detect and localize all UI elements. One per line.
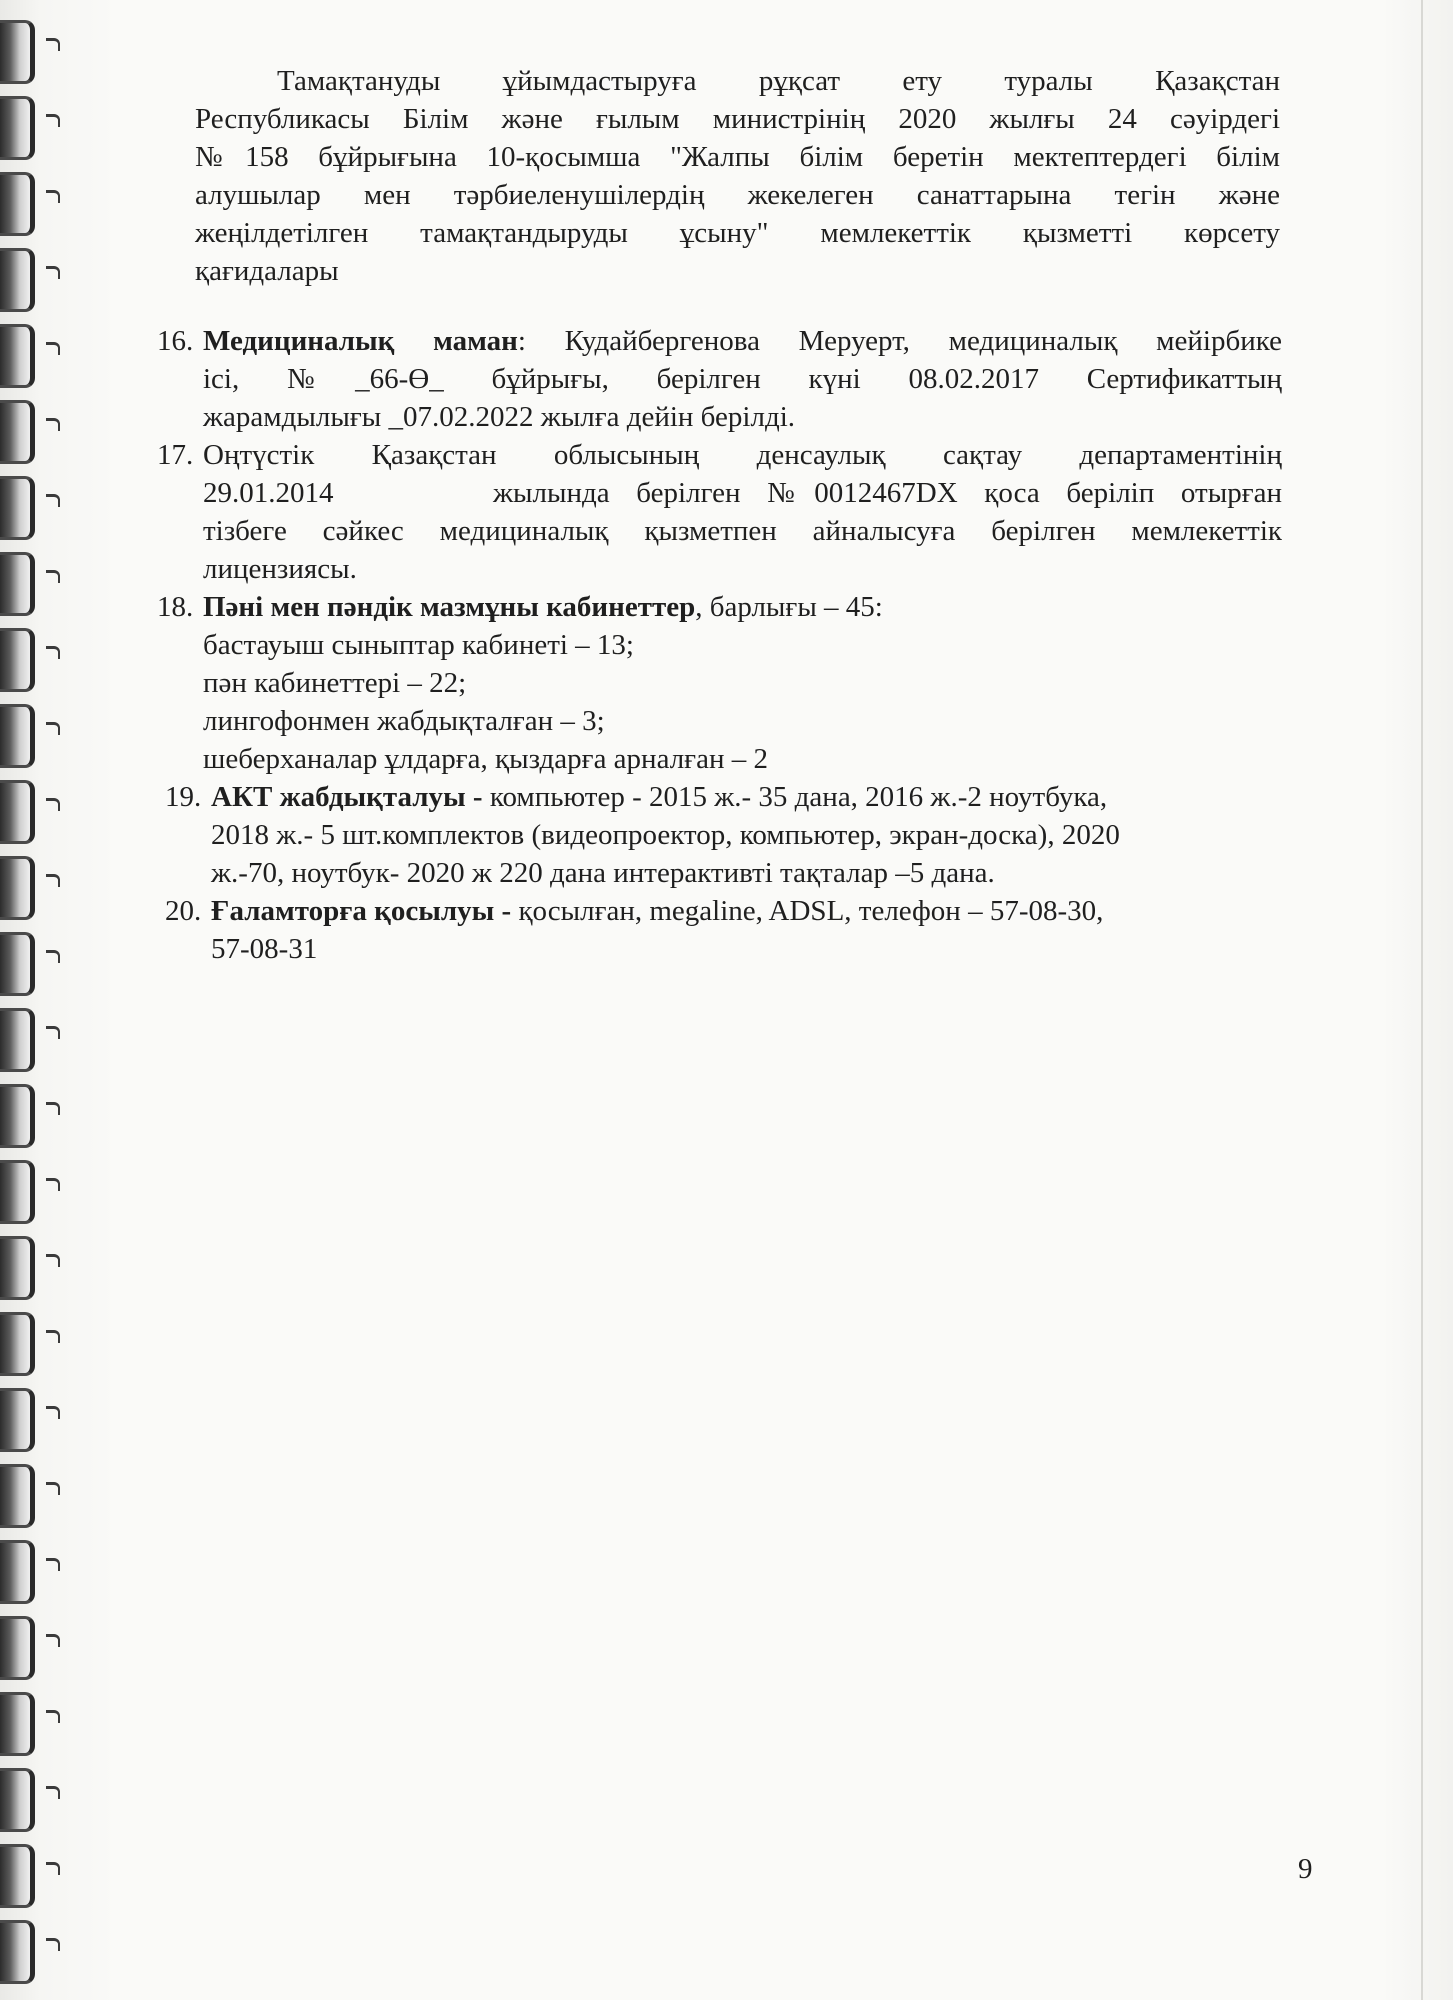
item-line: тізбеге сәйкес медициналық қызметпен айналысуға берілген мемлекеттік xyxy=(203,515,1282,547)
item-line: лицензиясы. xyxy=(203,553,357,585)
binding-hole xyxy=(46,1786,60,1799)
item-number: 20. xyxy=(165,895,202,927)
item-text: : Кудайбергенова Меруерт, медициналық мейірбике xyxy=(517,325,1282,357)
item-number: 18. xyxy=(157,591,194,623)
item-line: жарамдылығы _07.02.2022 жылға дейін берілді. xyxy=(203,401,796,433)
binding-ring xyxy=(0,96,35,160)
binding-hole xyxy=(46,38,60,51)
binding-ring xyxy=(0,1920,35,1984)
item-number: 17. xyxy=(157,439,194,471)
item-line: Оңтүстік Қазақстан облысының денсаулық сақтау департаментінің xyxy=(203,439,1282,471)
item-heading: АКТ жабдықталуы - xyxy=(211,781,490,813)
item-line xyxy=(211,778,1290,816)
binding-ring xyxy=(0,1844,35,1908)
binding-hole xyxy=(46,1710,60,1723)
sub-list-item: бастауыш сыныптар кабинеті – 13; xyxy=(203,629,634,661)
item-text: компьютер - 2015 ж.- 35 дана, 2016 ж.-2 ноутбука, xyxy=(489,781,1108,813)
binding-hole xyxy=(46,1330,60,1343)
binding-hole xyxy=(46,1482,60,1495)
binding-hole xyxy=(46,1558,60,1571)
binding-ring xyxy=(0,1464,35,1528)
binding-ring xyxy=(0,1692,35,1756)
binding-ring xyxy=(0,172,35,236)
binding-hole xyxy=(46,114,60,127)
sub-list-item: лингофонмен жабдықталған – 3; xyxy=(203,705,605,737)
binding-hole xyxy=(46,874,60,887)
binding-ring xyxy=(0,628,35,692)
intro-line: алушылар мен тәрбиеленушілердің жекелеген санаттарына тегін және xyxy=(195,179,1280,211)
sub-list-item: пән кабинеттері – 22; xyxy=(203,667,467,699)
binding-hole xyxy=(46,798,60,811)
binding-ring xyxy=(0,1388,35,1452)
binding-ring xyxy=(0,1616,35,1680)
binding-ring xyxy=(0,1008,35,1072)
binding-hole xyxy=(46,494,60,507)
item-line: ісі, №_66-Ө_ бұйрығы, берілген күні 08.02.2017 Сертификаттың xyxy=(203,363,1282,395)
binding-ring xyxy=(0,1236,35,1300)
item-text: жылында берілген №0012467DX қоса беріліп отырған xyxy=(493,477,1282,509)
intro-line: қағидалары xyxy=(195,255,339,287)
item-line: ж.-70, ноутбук- 2020 ж 220 дана интерактивті тақталар –5 дана. xyxy=(211,857,995,889)
binding-ring xyxy=(0,1768,35,1832)
binding-ring xyxy=(0,400,35,464)
binding-ring xyxy=(0,248,35,312)
binding-ring xyxy=(0,932,35,996)
page-number: 9 xyxy=(1298,1853,1313,1885)
item-heading: Пәні мен пәндік мазмұны кабинеттер xyxy=(203,591,696,623)
binding-ring xyxy=(0,324,35,388)
binding-hole xyxy=(46,266,60,279)
item-heading: Ғаламторға қосылуы - xyxy=(211,895,519,927)
binding-ring xyxy=(0,704,35,768)
intro-paragraph xyxy=(195,62,1280,290)
intro-line: жеңілдетілген тамақтандыруды ұсыну" мемлекеттік қызметті көрсету xyxy=(195,217,1280,249)
item-line xyxy=(203,322,1282,360)
binding-ring xyxy=(0,780,35,844)
binding-hole xyxy=(46,646,60,659)
item-line: 2018 ж.- 5 шт.комплектов (видеопроектор, компьютер, экран-доска), 2020 xyxy=(211,819,1120,851)
spiral-binding xyxy=(0,0,60,2000)
item-line: 57-08-31 xyxy=(211,933,318,965)
item-text: қосылған, megaline, ADSL, телефон – 57-08-30, xyxy=(518,895,1104,927)
binding-hole xyxy=(46,1634,60,1647)
item-line xyxy=(203,588,1282,626)
binding-ring xyxy=(0,20,35,84)
binding-hole xyxy=(46,1406,60,1419)
license-date: 29.01.2014 xyxy=(203,477,334,509)
binding-hole xyxy=(46,1254,60,1267)
binding-hole xyxy=(46,1938,60,1951)
item-line xyxy=(203,474,1282,512)
page-edge-shadow xyxy=(1421,0,1423,2000)
binding-hole xyxy=(46,1178,60,1191)
intro-line: №158 бұйрығына 10-қосымша "Жалпы білім беретін мектептердегі білім xyxy=(195,141,1280,173)
binding-ring xyxy=(0,1540,35,1604)
binding-ring xyxy=(0,1160,35,1224)
binding-hole xyxy=(46,1102,60,1115)
binding-hole xyxy=(46,342,60,355)
binding-hole xyxy=(46,418,60,431)
binding-ring xyxy=(0,856,35,920)
binding-ring xyxy=(0,1084,35,1148)
item-number: 16. xyxy=(157,325,194,357)
intro-line: Тамақтануды ұйымдастыруға рұқсат ету туралы Қазақстан xyxy=(277,65,1280,97)
sub-list-item: шеберханалар ұлдарға, қыздарға арналған – 2 xyxy=(203,743,768,775)
binding-hole xyxy=(46,1026,60,1039)
binding-hole xyxy=(46,722,60,735)
item-heading: Медициналық маман xyxy=(203,325,518,357)
binding-hole xyxy=(46,1862,60,1875)
binding-hole xyxy=(46,570,60,583)
binding-ring xyxy=(0,1312,35,1376)
item-number: 19. xyxy=(165,781,202,813)
binding-hole xyxy=(46,950,60,963)
intro-line: Республикасы Білім және ғылым министрінің 2020 жылғы 24 сәуірдегі xyxy=(195,103,1280,135)
binding-ring xyxy=(0,476,35,540)
binding-ring xyxy=(0,552,35,616)
item-text: , барлығы – 45: xyxy=(695,591,883,623)
binding-hole xyxy=(46,190,60,203)
item-line xyxy=(211,892,1290,930)
